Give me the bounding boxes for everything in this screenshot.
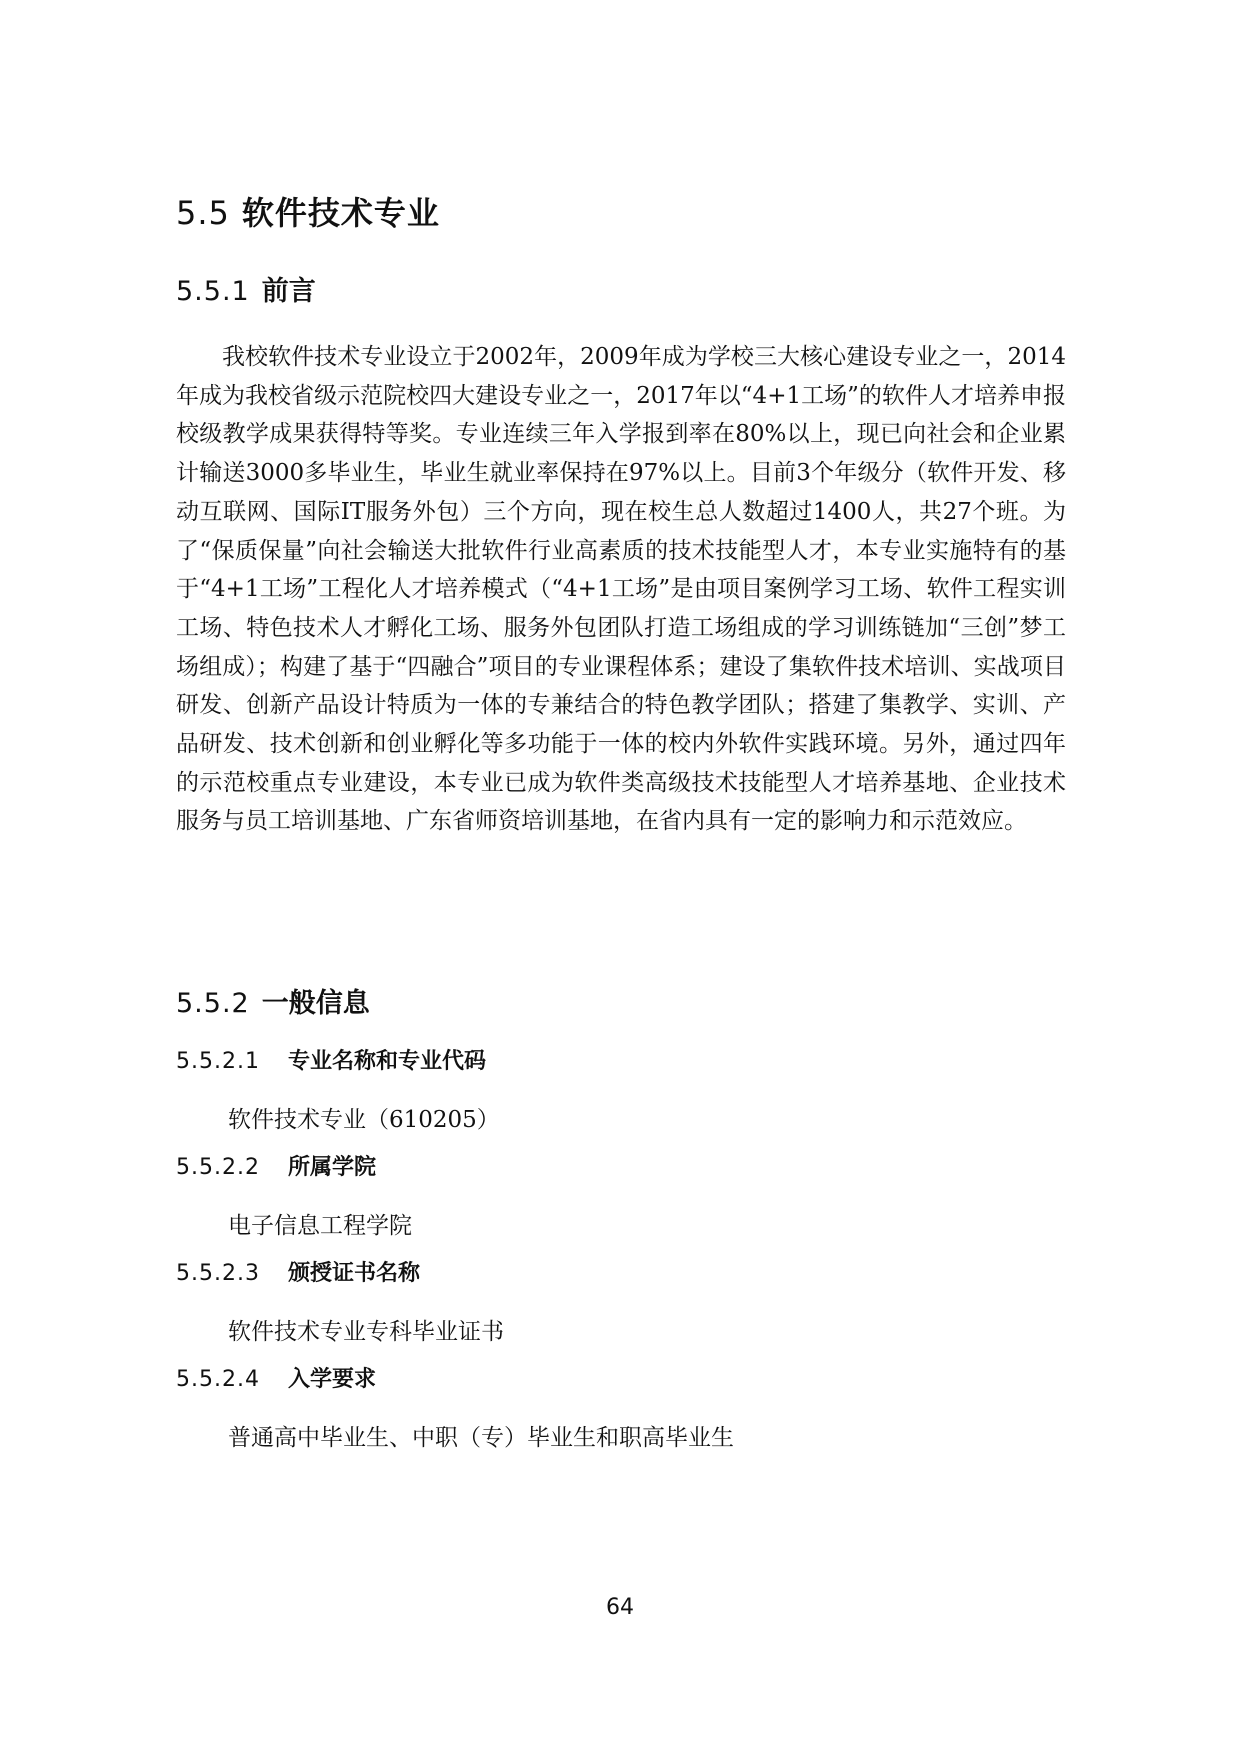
general-info-heading <box>176 981 370 1020</box>
subsection-heading-admission <box>176 1365 376 1395</box>
subsection-title: 颁授证书名称 <box>288 1261 421 1286</box>
section-title: 软件技术专业 <box>241 194 440 232</box>
preface-heading <box>176 269 316 308</box>
certificate-value: 软件技术专业专科毕业证书 <box>228 1319 504 1345</box>
subsection-heading-college <box>176 1153 376 1183</box>
subsection-number: 5.5.2.2 <box>176 1155 260 1180</box>
general-info-number: 5.5.2 <box>176 988 250 1019</box>
subsection-number: 5.5.2.1 <box>176 1049 260 1074</box>
general-info-title: 一般信息 <box>261 988 370 1019</box>
preface-title: 前言 <box>261 276 316 307</box>
section-number: 5.5 <box>176 194 230 232</box>
subsection-number: 5.5.2.4 <box>176 1367 260 1392</box>
subsection-title: 所属学院 <box>288 1155 377 1180</box>
preface-number: 5.5.1 <box>176 276 250 307</box>
subsection-title: 专业名称和专业代码 <box>288 1049 487 1074</box>
major-name-value: 软件技术专业（610205） <box>228 1107 500 1133</box>
section-heading <box>176 188 440 234</box>
preface-paragraph: 我校软件技术专业设立于2002年，2009年成为学校三大核心建设专业之一，2014年成为我校省级示范院校四大建设专业之一，2017年以“4+1工场”的软件人才培养申报校级教学成果获得特等奖。专业连续三年入学报到率在80%以上，现已向社会和企业累计输送3000多毕业生，毕业生就业率保持在97%以上。目前3个年级分（软件开发、移动互联网、国际IT服务外包）三个方向，现在校生总人数超过1400人，共27个班。为了“保质保量”向社会输送大批软件行业高素质的技术技能型人才，本专业实施特有的基于“4+1工场”工程化人才培养模式（“4+1工场”是由项目案例学习工场、软件工程实训工场、特色技术人才孵化工场、服务外包团队打造工场组成的学习训练链加“三创”梦工场组成）；构建了基于“四融合”项目的专业课程体系；建设了集软件技术培训、实战项目研发、创新产品设计特质为一体的专兼结合的特色教学团队；搭建了集教学、实训、产品研发、技术创新和创业孵化等多功能于一体的校内外软件实践环境。另外，通过四年的示范校重点专业建设，本专业已成为软件类高级技术技能型人才培养基地、企业技术服务与员工培训基地、广东省师资培训基地，在省内具有一定的影响力和示范效应。 <box>176 344 1066 835</box>
subsection-heading-certificate <box>176 1259 420 1289</box>
page-number: 64 <box>606 1595 634 1620</box>
admission-requirements-value: 普通高中毕业生、中职（专）毕业生和职高毕业生 <box>228 1425 734 1451</box>
subsection-heading-major-name <box>176 1047 486 1077</box>
subsection-number: 5.5.2.3 <box>176 1261 260 1286</box>
subsection-title: 入学要求 <box>288 1367 377 1392</box>
college-value: 电子信息工程学院 <box>228 1213 412 1239</box>
